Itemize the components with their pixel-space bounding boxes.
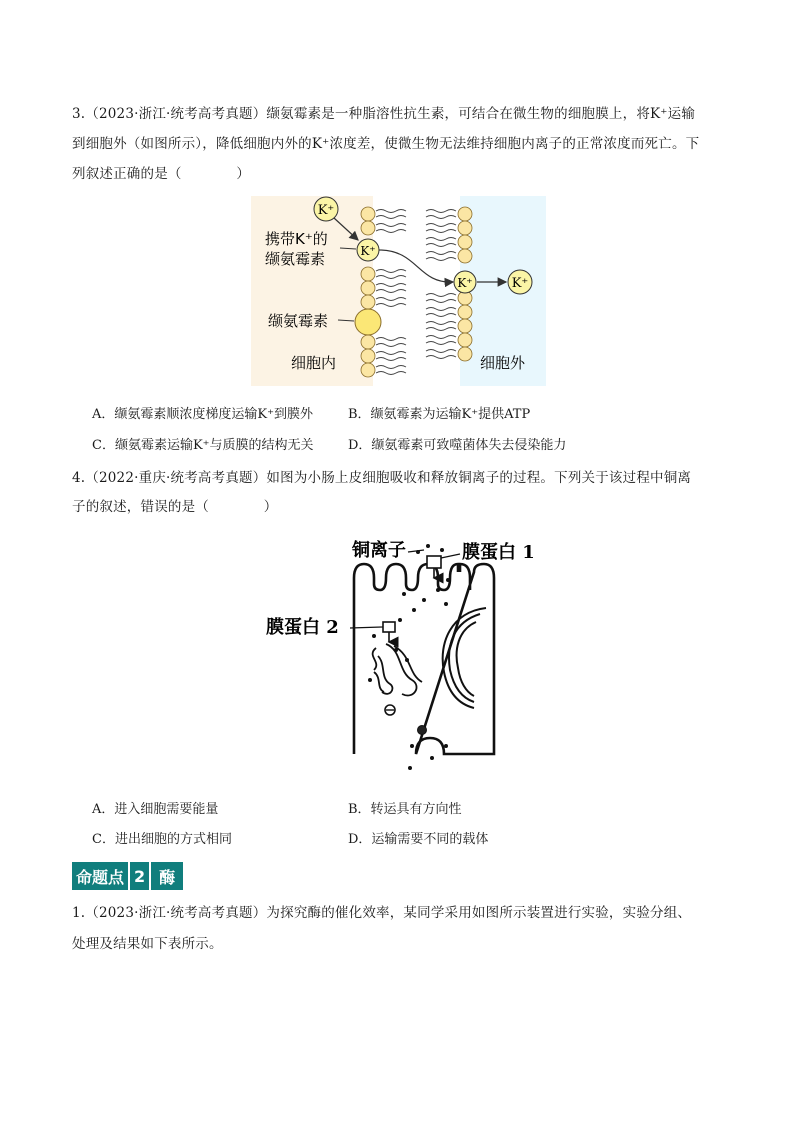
exit-k-label-1: K⁺	[457, 276, 473, 290]
q3-option-c[interactable]: C．缬氨霉素运输K⁺与质膜的结构无关	[92, 438, 314, 453]
q4-option-a[interactable]: A．进入细胞需要能量	[92, 802, 219, 817]
copper-transport-figure	[262, 532, 552, 778]
q4-line-1: 4.（2022·重庆·统考高考真题）如图为小肠上皮细胞吸收和释放铜离子的过程。下列关于该过程中铜离	[72, 470, 692, 486]
golgi-apparatus	[373, 644, 422, 695]
q3-line-1: 3.（2023·浙江·统考高考真题）缬氨霉素是一种脂溶性抗生素，可结合在微生物的细胞膜上，将K⁺运输	[72, 106, 696, 122]
carrier-k-label: K⁺	[360, 244, 376, 258]
q3-option-b[interactable]: B．缬氨霉素为运输K⁺提供ATP	[348, 407, 531, 422]
nucleus	[443, 608, 486, 708]
section-prefix: 命题点	[72, 862, 128, 890]
left-lipid-heads	[361, 207, 375, 377]
inside-label: 细胞内	[291, 354, 337, 372]
section-title: 酶	[151, 862, 183, 890]
q4-option-b[interactable]: B．转运具有方向性	[348, 802, 462, 817]
q4-line-2: 子的叙述，错误的是（ ）	[72, 499, 278, 515]
q4-option-d[interactable]: D．运输需要不同的载体	[348, 832, 489, 847]
q3-line-2: 到细胞外（如图所示），降低细胞内外的K⁺浓度差，使微生物无法维持细胞内离子的正常浓度而死亡。下	[72, 136, 700, 152]
q3-option-a[interactable]: A．缬氨霉素顺浓度梯度运输K⁺到膜外	[92, 407, 313, 422]
q1-line-2: 处理及结果如下表所示。	[72, 936, 223, 952]
protein-1-label: 膜蛋白 1	[462, 542, 535, 563]
protein-2-label: 膜蛋白 2	[266, 617, 339, 638]
section-number: 2	[130, 862, 149, 890]
membrane-protein-1	[427, 556, 441, 568]
exit-k-label-2: K⁺	[511, 276, 529, 291]
copper-pointer	[408, 550, 424, 552]
section-header	[72, 862, 183, 890]
q1-line-1: 1.（2023·浙江·统考高考真题）为探究酶的催化效率，某同学采用如图所示装置进行实验，实验分组、	[72, 905, 692, 921]
carrier-label-2: 缬氨霉素	[265, 250, 326, 268]
copper-ion-label: 铜离子	[352, 540, 406, 561]
vesicle-2	[418, 726, 427, 735]
valinomycin-figure	[248, 194, 548, 388]
valinomycin-molecule	[355, 309, 381, 335]
valinomycin-label: 缬氨霉素	[268, 312, 329, 330]
k-ion-top-label: K⁺	[317, 203, 335, 218]
q3-option-d[interactable]: D．缬氨霉素可致噬菌体失去侵染能力	[348, 438, 567, 453]
q3-line-3: 列叙述正确的是（ ）	[72, 166, 251, 182]
protein-1-pointer	[441, 554, 460, 558]
q4-option-c[interactable]: C．进出细胞的方式相同	[92, 832, 232, 847]
outside-label: 细胞外	[480, 354, 526, 372]
carrier-label-1: 携带K⁺的	[265, 230, 328, 248]
membrane-protein-2	[383, 622, 395, 632]
lipid-tails	[376, 210, 456, 375]
